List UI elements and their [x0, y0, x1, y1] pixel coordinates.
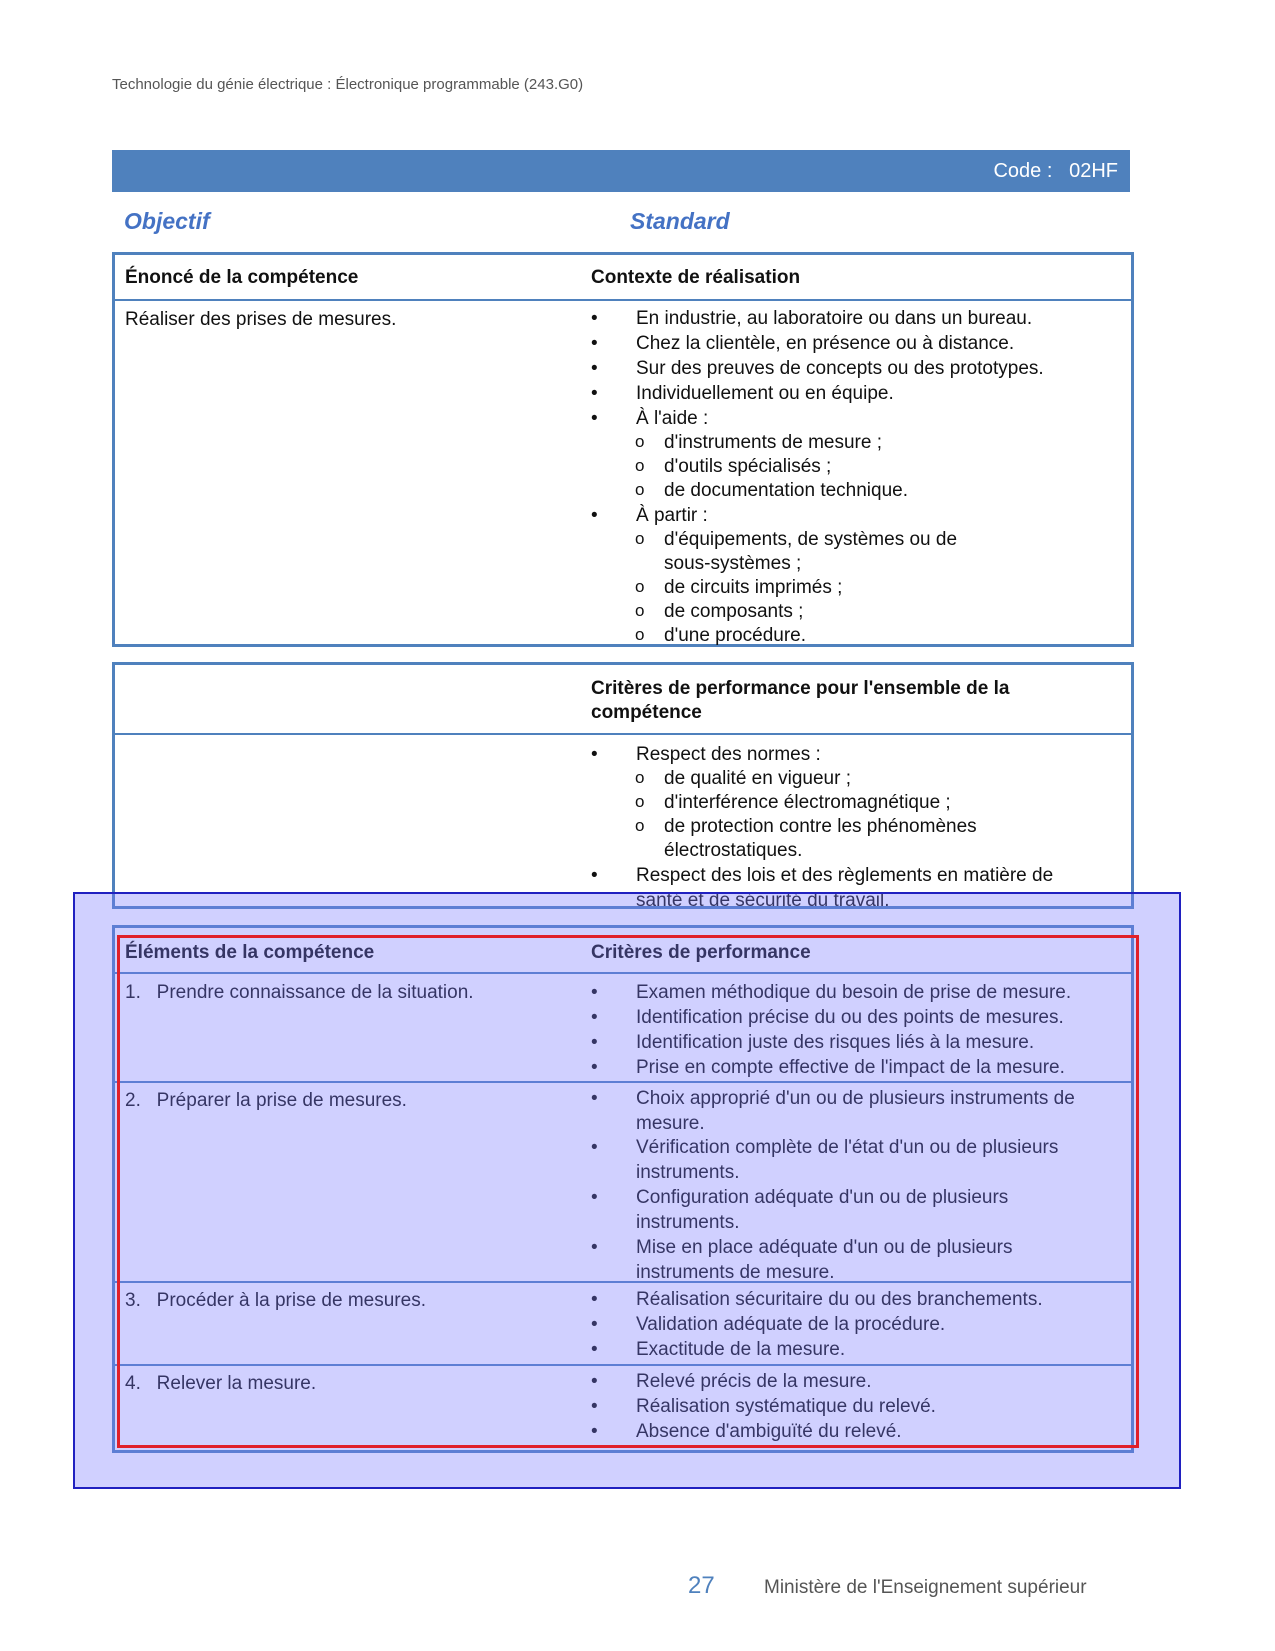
- list-item: • À partir : o d'équipements, de systèmes ou de sous-systèmes ; o de circuits imprimés ; o de composants ; o d'une procédure.: [591, 503, 1121, 648]
- list-item: • Validation adéquate de la procédure.: [591, 1312, 1111, 1337]
- standard-title: Standard: [630, 208, 730, 234]
- list-item: • Prise en compte effective de l'impact de la mesure.: [591, 1055, 1111, 1080]
- list-item: • Respect des normes : o de qualité en vigueur ; o d'interférence électromagnétique ; o de protection contre les phénomènes électrostatiques.: [591, 742, 1091, 863]
- global-criteria-header: Critères de performance pour l'ensemble de la compétence: [591, 678, 1010, 723]
- element-3: 3. Procéder à la prise de mesures.: [125, 1290, 426, 1311]
- sub-list-item: o d'interférence électromagnétique ;: [591, 791, 1091, 815]
- sub-list-item: o de protection contre les phénomènes électrostatiques.: [591, 815, 1014, 863]
- global-criteria-box: [112, 662, 1134, 909]
- list-item: • En industrie, au laboratoire ou dans un bureau.: [591, 306, 1121, 331]
- global-criteria-list: [591, 742, 1091, 913]
- list-item: • Configuration adéquate d'un ou de plusieurs instruments.: [591, 1185, 1111, 1235]
- list-item: • Relevé précis de la mesure.: [591, 1369, 1111, 1394]
- list-item: • Sur des preuves de concepts ou des prototypes.: [591, 356, 1121, 381]
- code-label: Code : 02HF: [993, 160, 1118, 182]
- statement-header: Énoncé de la compétence: [125, 267, 359, 288]
- list-item: • Examen méthodique du besoin de prise de mesure.: [591, 980, 1111, 1005]
- list-item: • Réalisation systématique du relevé.: [591, 1394, 1111, 1419]
- sub-list-item: o d'une procédure.: [591, 624, 1031, 648]
- list-item: • Réalisation sécuritaire du ou des branchements.: [591, 1287, 1111, 1312]
- sub-list-item: o de composants ;: [591, 600, 1031, 624]
- list-item: • Identification juste des risques liés à la mesure.: [591, 1030, 1111, 1055]
- highlight-frame: [117, 935, 1139, 1448]
- global-criteria-header-row: [115, 665, 1131, 735]
- list-item: • Mise en place adéquate d'un ou de plusieurs instruments de mesure.: [591, 1235, 1111, 1285]
- footer-ministry: Ministère de l'Enseignement supérieur: [764, 1577, 1087, 1598]
- context-header: Contexte de réalisation: [591, 267, 801, 288]
- sub-list-item: o de documentation technique.: [591, 479, 1121, 503]
- list-item: • Chez la clientèle, en présence ou à distance.: [591, 331, 1121, 356]
- list-item: • Identification précise du ou des points de mesures.: [591, 1005, 1111, 1030]
- competence-statement: Réaliser des prises de mesures.: [125, 309, 397, 330]
- code-bar: [112, 150, 1130, 192]
- list-item: • Individuellement ou en équipe.: [591, 381, 1121, 406]
- list-item: • Respect des lois et des règlements en matière de santé et de sécurité du travail.: [591, 863, 1091, 913]
- document-header: Technologie du génie électrique : Électronique programmable (243.G0): [112, 76, 584, 93]
- list-item: • Exactitude de la mesure.: [591, 1337, 1111, 1362]
- list-item: • À l'aide : o d'instruments de mesure ; o d'outils spécialisés ; o de documentation technique.: [591, 406, 1121, 503]
- competence-header-row: [115, 255, 1131, 301]
- sub-list-item: o de circuits imprimés ;: [591, 576, 1031, 600]
- element-2: 2. Préparer la prise de mesures.: [125, 1090, 407, 1111]
- elements-header: Éléments de la compétence: [125, 942, 375, 963]
- sub-list-item: o d'outils spécialisés ;: [591, 455, 1121, 479]
- objectif-title: Objectif: [124, 208, 210, 234]
- list-item: • Vérification complète de l'état d'un ou de plusieurs instruments.: [591, 1135, 1111, 1185]
- competence-box: [112, 252, 1134, 647]
- sub-list-item: o d'instruments de mesure ;: [591, 431, 1121, 455]
- sub-list-item: o de qualité en vigueur ;: [591, 767, 1091, 791]
- criteria-header: Critères de performance: [591, 942, 811, 963]
- context-list: [591, 306, 1121, 648]
- sub-list-item: o d'équipements, de systèmes ou de sous-systèmes ;: [591, 528, 964, 576]
- element-1: 1. Prendre connaissance de la situation.: [125, 982, 474, 1003]
- list-item: • Absence d'ambiguïté du relevé.: [591, 1419, 1111, 1444]
- page-number: 27: [688, 1572, 715, 1599]
- element-4: 4. Relever la mesure.: [125, 1373, 317, 1394]
- list-item: • Choix approprié d'un ou de plusieurs instruments de mesure.: [591, 1086, 1111, 1136]
